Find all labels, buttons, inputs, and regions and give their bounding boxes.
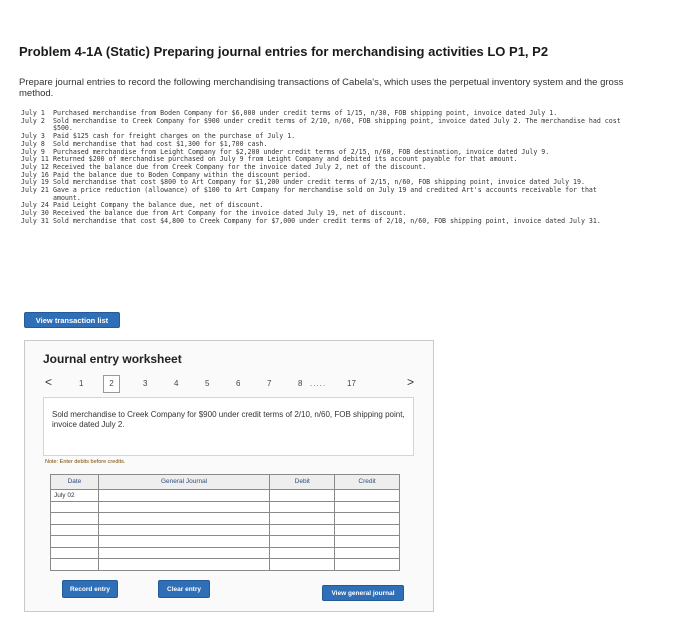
debit-cell[interactable] <box>270 536 335 548</box>
journal-row <box>51 501 400 513</box>
date-cell[interactable] <box>51 501 99 513</box>
journal-entry-worksheet <box>24 340 434 612</box>
debit-cell[interactable] <box>270 559 335 571</box>
credit-cell[interactable] <box>335 559 400 571</box>
problem-title: Problem 4-1A (Static) Preparing journal entries for merchandising activities LO P1, P2 <box>19 44 549 59</box>
transaction-text: Received the balance due from Creek Company for the invoice dated July 2, net of the discount. <box>53 162 427 171</box>
date-cell: July 02 <box>51 490 99 502</box>
account-cell[interactable] <box>98 513 269 525</box>
journal-row <box>51 536 400 548</box>
transaction-date: July 9 <box>21 147 45 156</box>
transaction-text: Sold merchandise to Creek Company for $900 under credit terms of 2/10, n/60, FOB shipping point, invoice dated July 2. The merchandise had cost $500. <box>53 116 621 133</box>
entry-note: Note: Enter debits before credits. <box>45 459 126 465</box>
date-column-header: Date <box>51 475 99 490</box>
page-4[interactable]: 4 <box>174 379 179 388</box>
transaction-date: July 30 <box>21 209 49 218</box>
journal-row <box>51 547 400 559</box>
date-cell[interactable] <box>51 536 99 548</box>
transaction-date: July 3 <box>21 132 45 141</box>
transaction-text: Sold merchandise that cost $800 to Art Company for $1,200 under credit terms of 2/15, n/60, FOB shipping point, invoice dated July 19. <box>53 178 585 187</box>
transaction-item <box>21 218 621 226</box>
problem-instructions: Prepare journal entries to record the following merchandising transactions of Cabela's, which uses the perpetual inventory system and the gross method. <box>19 77 624 99</box>
credit-cell[interactable] <box>335 501 400 513</box>
page-6[interactable]: 6 <box>236 379 241 388</box>
transaction-date: July 2 <box>21 116 45 125</box>
transaction-item <box>21 187 621 202</box>
transaction-text: Purchased merchandise from Leight Company for $2,200 under credit terms of 2/15, n/60, FOB destination, invoice dated July 9. <box>53 147 550 156</box>
page-ellipsis: ..... <box>310 379 327 388</box>
debit-cell[interactable] <box>270 513 335 525</box>
date-cell[interactable] <box>51 524 99 536</box>
journal-row <box>51 513 400 525</box>
transaction-date: July 16 <box>21 170 49 179</box>
transaction-date: July 1 <box>21 109 45 117</box>
date-cell[interactable] <box>51 547 99 559</box>
transaction-text: Sold merchandise that had cost $1,300 for $1,700 cash. <box>53 139 268 148</box>
account-cell[interactable] <box>98 547 269 559</box>
worksheet-pager <box>43 375 423 393</box>
account-cell[interactable] <box>98 559 269 571</box>
clear-entry-button[interactable]: Clear entry <box>158 580 210 598</box>
credit-cell[interactable] <box>335 513 400 525</box>
transaction-date: July 31 <box>21 216 49 225</box>
record-entry-button[interactable]: Record entry <box>62 580 118 598</box>
journal-row <box>51 524 400 536</box>
debit-cell[interactable] <box>270 547 335 559</box>
page-3[interactable]: 3 <box>143 379 148 388</box>
transaction-text: Gave a price reduction (allowance) of $100 to Art Company for merchandise sold on July 19 and credited Art's accounts receivable for that amount. <box>53 186 597 202</box>
worksheet-title: Journal entry worksheet <box>43 352 182 366</box>
account-cell[interactable] <box>98 490 269 502</box>
account-cell[interactable] <box>98 501 269 513</box>
transaction-text: Sold merchandise that cost $4,800 to Creek Company for $7,000 under credit terms of 2/10, n/60, FOB shipping point, invoice dated July 31. <box>53 216 601 225</box>
transaction-date: July 8 <box>21 139 45 148</box>
transaction-item <box>21 118 621 133</box>
transaction-list <box>21 110 621 226</box>
date-cell[interactable] <box>51 559 99 571</box>
view-general-journal-button[interactable]: View general journal <box>322 585 404 601</box>
page-7[interactable]: 7 <box>267 379 272 388</box>
transaction-text: Paid $125 cash for freight charges on the purchase of July 1. <box>53 132 296 141</box>
debit-cell[interactable] <box>270 490 335 502</box>
debit-cell[interactable] <box>270 501 335 513</box>
transaction-date: July 11 <box>21 155 49 164</box>
transaction-text: Paid Leight Company the balance due, net of discount. <box>53 201 264 210</box>
next-page-arrow-icon[interactable]: > <box>407 375 415 389</box>
transaction-text: Received the balance due from Art Company for the invoice dated July 19, net of discount. <box>53 209 407 218</box>
transaction-text: Paid the balance due to Boden Company within the discount period. <box>53 170 312 179</box>
debit-column-header: Debit <box>270 475 335 490</box>
page-2[interactable]: 2 <box>103 375 120 393</box>
account-cell[interactable] <box>98 524 269 536</box>
page-8[interactable]: 8 <box>298 379 303 388</box>
transaction-date: July 19 <box>21 178 49 187</box>
transaction-text: Returned $200 of merchandise purchased on July 9 from Leight Company and debited its account payable for that amount. <box>53 155 518 164</box>
account-cell[interactable] <box>98 536 269 548</box>
transaction-text: Purchased merchandise from Boden Company for $6,000 under credit terms of 1/15, n/30, FOB shipping point, invoice dated July 1. <box>53 109 558 117</box>
credit-cell[interactable] <box>335 490 400 502</box>
journal-row <box>51 559 400 571</box>
journal-table <box>50 474 400 571</box>
credit-column-header: Credit <box>335 475 400 490</box>
page-1[interactable]: 1 <box>79 379 84 388</box>
credit-cell[interactable] <box>335 547 400 559</box>
credit-cell[interactable] <box>335 524 400 536</box>
transaction-date: July 21 <box>21 186 49 195</box>
prev-page-arrow-icon[interactable]: < <box>45 375 53 389</box>
date-cell[interactable] <box>51 513 99 525</box>
debit-cell[interactable] <box>270 524 335 536</box>
transaction-date: July 12 <box>21 162 49 171</box>
credit-cell[interactable] <box>335 536 400 548</box>
journal-row <box>51 490 400 502</box>
page-5[interactable]: 5 <box>205 379 210 388</box>
view-transaction-list-button[interactable]: View transaction list <box>24 312 120 328</box>
page-17[interactable]: 17 <box>347 379 356 388</box>
transaction-date: July 24 <box>21 201 49 210</box>
transaction-description: Sold merchandise to Creek Company for $900 under credit terms of 2/10, n/60, FOB shipping point, invoice dated July 2. <box>43 397 414 456</box>
general-journal-column-header: General Journal <box>98 475 269 490</box>
